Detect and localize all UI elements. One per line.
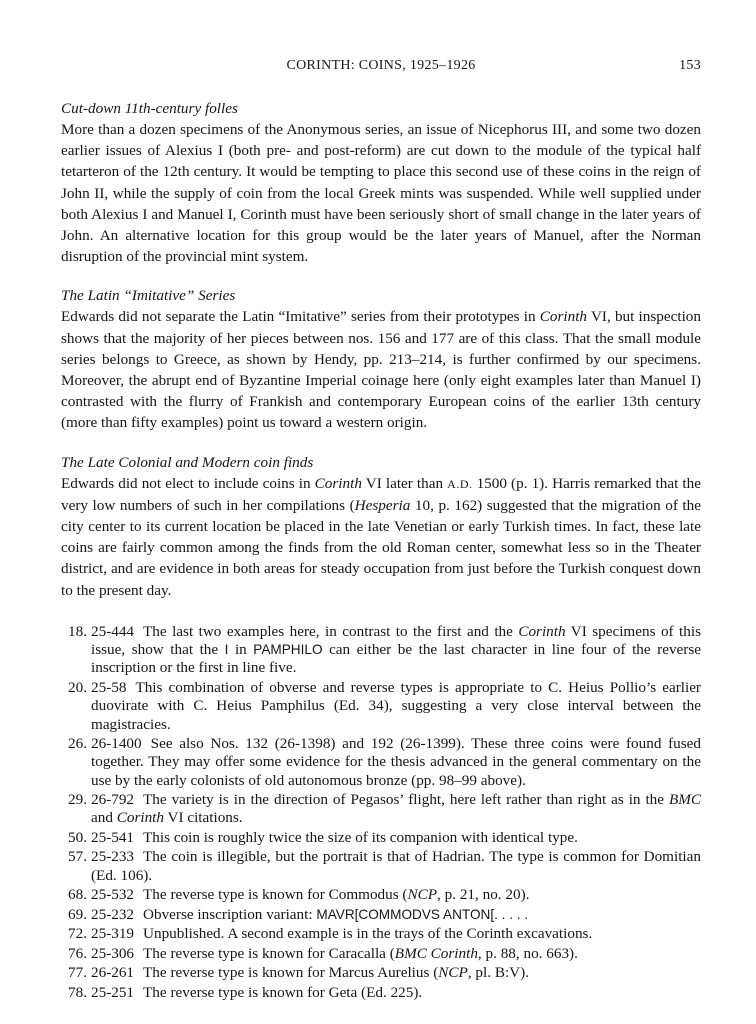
text-run: PAMPHILO xyxy=(253,642,323,658)
note-body xyxy=(91,791,701,828)
section-paragraph xyxy=(61,306,701,433)
text-run: VI citations. xyxy=(164,809,243,827)
note-entry xyxy=(61,791,701,828)
text-run: The coin is illegible, but the portrait is that of Hadrian. The type is common for Domitian (Ed. 106). xyxy=(91,848,701,884)
note-body xyxy=(91,829,701,847)
inventory-number: 25-319 xyxy=(91,925,135,943)
italic-text: BMC Corinth xyxy=(394,944,478,962)
section-title: The Latin “Imitative” Series xyxy=(61,287,236,305)
note-entry xyxy=(61,679,701,734)
section-paragraph xyxy=(61,119,701,267)
text-run: The reverse type is known for Commodus ( xyxy=(143,886,408,904)
italic-text: Corinth xyxy=(314,474,362,492)
note-number: 26. xyxy=(68,735,87,753)
text-run: See also Nos. 132 (26-1398) and 192 (26-1399). These three coins were found fused together. They may offer some evidence for the thesis advanced in the general commentary on the use by the early colonists of old autonomous bronze (pp. 98–99 above). xyxy=(91,735,701,789)
text-run: This coin is roughly twice the size of its companion with identical type. xyxy=(143,828,578,846)
inventory-number: 26-792 xyxy=(91,791,135,809)
inventory-number: 25-541 xyxy=(91,828,135,846)
text-run: VI specimens of this issue, show that the xyxy=(91,622,701,659)
text-run: The reverse type is known for Marcus Aurelius ( xyxy=(143,964,439,982)
note-entry xyxy=(61,925,701,943)
italic-text: Hesperia xyxy=(354,496,411,514)
inventory-number: 26-261 xyxy=(91,964,135,982)
text-run: , pl. B:V). xyxy=(467,964,529,982)
italic-text: NCP xyxy=(438,964,468,982)
note-number: 68. xyxy=(68,886,87,904)
text-run: , p. 21, no. 20). xyxy=(437,886,530,904)
text-run: The last two examples here, in contrast to the first and the xyxy=(143,622,519,640)
note-body xyxy=(91,848,701,885)
note-entry xyxy=(61,886,701,904)
section-paragraph xyxy=(61,473,701,601)
note-entry xyxy=(61,945,701,963)
italic-text: Corinth xyxy=(116,809,164,827)
text-run: in xyxy=(228,641,254,659)
page xyxy=(61,58,701,1003)
text-run: Unpublished. A second example is in the trays of the Corinth excavations. xyxy=(143,925,593,943)
inventory-number: 25-58 xyxy=(91,678,127,696)
text-run: , p. 88, no. 663). xyxy=(477,944,578,962)
text-run: Obverse inscription variant: xyxy=(143,905,317,923)
running-head: CORINTH: COINS, 1925–1926 xyxy=(286,58,476,73)
inventory-number: 25-532 xyxy=(91,886,135,904)
note-body xyxy=(91,623,701,678)
note-number: 76. xyxy=(68,944,87,962)
note-entry xyxy=(61,848,701,885)
note-number: 78. xyxy=(68,983,87,1001)
note-number: 20. xyxy=(68,678,87,696)
text-run: More than a dozen specimens of the Anonymous series, an issue of Nicephorus III, and some two dozen earlier issues of Alexius I (both pre- and post-reform) are cut down to the module of the typical half tetarteron of the 12th century. It would be tempting to place this second use of these coins in the reign of John II, while the supply of coin from the local Greek mints was suspended. While well supplied under both Alexius I and Manuel I, Corinth must have been seriously short of small change in the later years of John. An alternative location for this group would be the later years of Manuel, after the Norman disruption of the provincial mint system. xyxy=(61,121,701,266)
note-entry xyxy=(61,906,701,924)
note-body xyxy=(91,984,701,1002)
note-number: 29. xyxy=(68,791,87,809)
note-entry xyxy=(61,735,701,790)
inventory-number: 25-306 xyxy=(91,944,135,962)
commentary-notes xyxy=(61,623,701,1002)
text-run: Edwards did not separate the Latin “Imitative” series from their prototypes in xyxy=(61,308,540,326)
note-body xyxy=(91,925,701,943)
sections xyxy=(61,98,701,601)
text-run: The reverse type is known for Caracalla ( xyxy=(143,944,395,962)
text-run: 1500 (p. 1). Harris remarked that the very low numbers of such in her compilations ( xyxy=(61,474,701,514)
text-run: I xyxy=(224,642,229,658)
inventory-number: 25-232 xyxy=(91,905,135,923)
italic-text: Corinth xyxy=(518,622,566,640)
italic-text: Corinth xyxy=(539,308,588,326)
note-body xyxy=(91,679,701,734)
text-run: can either be the last character in line four of the reverse inscription or the first in line five. xyxy=(91,641,701,677)
inventory-number: 25-251 xyxy=(91,983,135,1001)
text-run: VI, but inspection shows that the majority of her pieces between nos. 156 and 177 are of this class. That the small module series belongs to Greece, as shown by Hendy, pp. 213–214, is further confirmed by our specimens. Moreover, the abrupt end of Byzantine Imperial coinage here (only eight examples later than Manuel I) contrasted with the flurry of Frankish and contemporary European coins of the earlier 13th century (more than fifty examples) point us toward a western origin. xyxy=(61,308,701,432)
section xyxy=(61,98,701,267)
text-run: VI later than xyxy=(361,474,448,492)
note-number: 57. xyxy=(68,848,87,866)
text-run: A.D. xyxy=(447,476,473,491)
text-run: Edwards did not elect to include coins in xyxy=(61,474,315,492)
section xyxy=(61,285,701,433)
note-entry xyxy=(61,964,701,982)
note-body xyxy=(91,906,701,924)
note-entry xyxy=(61,623,701,678)
text-run: 10, p. 162) suggested that the migration of the city center to its current location be placed in the late Venetian or early Turkish times. In fact, these late coins are fairly common among the finds from the old Roman center, somewhat less so in the Theater district, and are evidence in both areas for steady occupation from just before the Turkish conquest down to the present day. xyxy=(61,496,701,599)
note-number: 50. xyxy=(68,828,87,846)
note-body xyxy=(91,735,701,790)
page-header xyxy=(61,58,701,78)
section-title: Cut-down 11th-century folles xyxy=(61,100,238,117)
inventory-number: 25-233 xyxy=(91,848,135,866)
text-run: and xyxy=(91,809,117,827)
inventory-number: 25-444 xyxy=(91,622,135,640)
text-run: The variety is in the direction of Pegasos’ flight, here left rather than right as in the xyxy=(143,791,669,809)
note-number: 69. xyxy=(68,905,87,923)
note-body xyxy=(91,886,701,904)
note-body xyxy=(91,945,701,963)
note-number: 77. xyxy=(68,964,87,982)
italic-text: BMC xyxy=(668,791,701,809)
text-run: MAVR[COMMODVS ANTON[. . . . . xyxy=(316,906,529,922)
note-entry xyxy=(61,829,701,847)
note-entry xyxy=(61,984,701,1002)
section xyxy=(61,452,701,601)
inventory-number: 26-1400 xyxy=(91,735,142,753)
page-number: 153 xyxy=(679,58,701,73)
text-run: The reverse type is known for Geta (Ed. 225). xyxy=(143,983,423,1001)
text-run: This combination of obverse and reverse types is appropriate to C. Heius Pollio’s earlier duovirate with C. Heius Pamphilus (Ed. 34), suggesting a very close interval between the magistracies. xyxy=(91,678,701,733)
note-body xyxy=(91,964,701,982)
section-title: The Late Colonial and Modern coin finds xyxy=(61,453,314,471)
note-number: 18. xyxy=(68,622,87,640)
italic-text: NCP xyxy=(407,886,438,904)
note-number: 72. xyxy=(68,925,87,943)
